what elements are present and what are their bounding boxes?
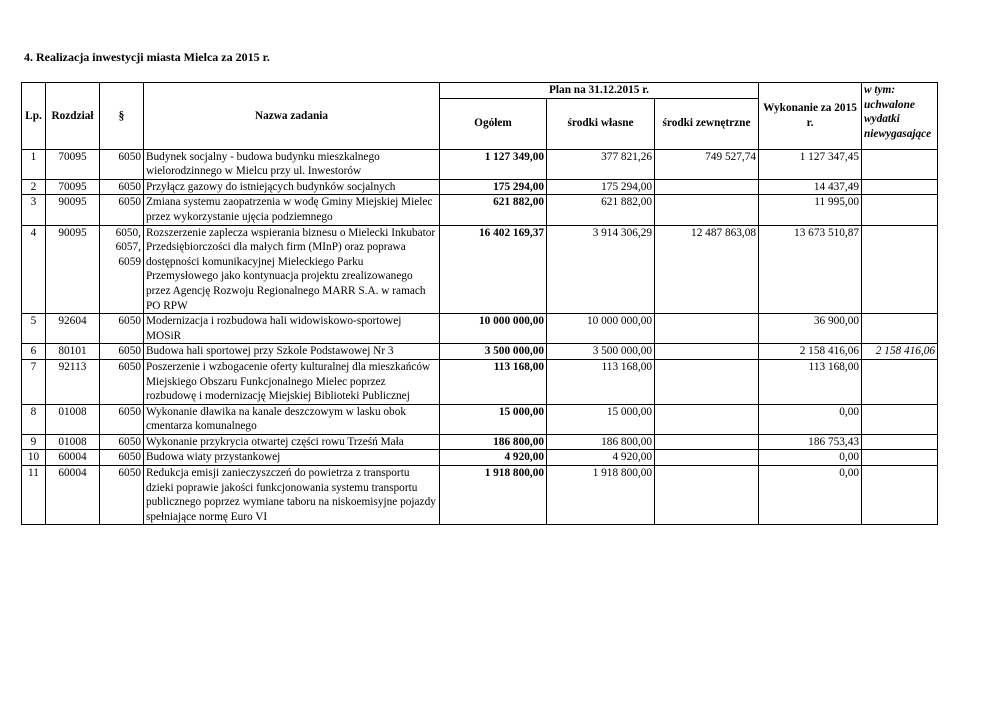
cell-niewygasajace bbox=[862, 179, 938, 195]
cell-wykonanie: 0,00 bbox=[759, 404, 862, 434]
cell-wlasne: 1 918 800,00 bbox=[547, 466, 655, 525]
cell-wlasne: 15 000,00 bbox=[547, 404, 655, 434]
cell-niewygasajace bbox=[862, 149, 938, 179]
cell-paragraf: 6050 bbox=[100, 359, 144, 404]
cell-zewnetrzne: 749 527,74 bbox=[655, 149, 759, 179]
cell-paragraf: 6050 bbox=[100, 149, 144, 179]
cell-paragraf: 6050 bbox=[100, 466, 144, 525]
investments-table bbox=[21, 82, 938, 525]
cell-wlasne: 3 500 000,00 bbox=[547, 344, 655, 360]
cell-ogolem: 186 800,00 bbox=[440, 434, 547, 450]
cell-wykonanie: 36 900,00 bbox=[759, 314, 862, 344]
cell-paragraf: 6050 bbox=[100, 195, 144, 225]
cell-nazwa: Redukcja emisji zanieczyszczeń do powietrza z transportu dzieki poprawie jakości funkcjonowania systemu transportu publicznego poprzez wymiane taboru na niskoemisyjne pojazdy spełniające normę Euro VI bbox=[144, 466, 440, 525]
header-zewnetrzne: środki zewnętrzne bbox=[655, 98, 759, 149]
cell-nazwa: Poszerzenie i wzbogacenie oferty kulturalnej dla mieszkańców Miejskiego Obszaru Funkcjonalnego Mielec poprzez rozbudowę i modernizację Miejskiej Biblioteki Publicznej bbox=[144, 359, 440, 404]
table-row bbox=[22, 359, 938, 404]
cell-ogolem: 621 882,00 bbox=[440, 195, 547, 225]
table-row bbox=[22, 434, 938, 450]
cell-rozdzial: 92604 bbox=[46, 314, 100, 344]
cell-ogolem: 1 918 800,00 bbox=[440, 466, 547, 525]
cell-zewnetrzne bbox=[655, 466, 759, 525]
table-row bbox=[22, 404, 938, 434]
table-body bbox=[22, 149, 938, 525]
cell-paragraf: 6050 bbox=[100, 344, 144, 360]
header-wykonanie: Wykonanie za 2015 r. bbox=[759, 83, 862, 150]
cell-nazwa: Wykonanie przykrycia otwartej części rowu Trześń Mała bbox=[144, 434, 440, 450]
table-row bbox=[22, 466, 938, 525]
cell-rozdzial: 60004 bbox=[46, 450, 100, 466]
cell-zewnetrzne bbox=[655, 314, 759, 344]
cell-paragraf: 6050, 6057, 6059 bbox=[100, 225, 144, 314]
table-row bbox=[22, 225, 938, 314]
cell-nazwa: Budynek socjalny - budowa budynku mieszkalnego wielorodzinnego w Mielcu przy ul. Inwestorów bbox=[144, 149, 440, 179]
cell-lp: 11 bbox=[22, 466, 46, 525]
cell-wlasne: 4 920,00 bbox=[547, 450, 655, 466]
cell-wykonanie: 0,00 bbox=[759, 450, 862, 466]
cell-rozdzial: 70095 bbox=[46, 149, 100, 179]
cell-zewnetrzne bbox=[655, 434, 759, 450]
cell-niewygasajace: 2 158 416,06 bbox=[862, 344, 938, 360]
cell-lp: 8 bbox=[22, 404, 46, 434]
table-row bbox=[22, 179, 938, 195]
page-title: 4. Realizacja inwestycji miasta Mielca za 2015 r. bbox=[24, 50, 270, 64]
cell-paragraf: 6050 bbox=[100, 179, 144, 195]
cell-zewnetrzne bbox=[655, 359, 759, 404]
table-row bbox=[22, 450, 938, 466]
header-ogolem: Ogółem bbox=[440, 98, 547, 149]
cell-lp: 7 bbox=[22, 359, 46, 404]
cell-rozdzial: 90095 bbox=[46, 225, 100, 314]
cell-zewnetrzne: 12 487 863,08 bbox=[655, 225, 759, 314]
cell-nazwa: Budowa wiaty przystankowej bbox=[144, 450, 440, 466]
cell-wlasne: 113 168,00 bbox=[547, 359, 655, 404]
cell-lp: 1 bbox=[22, 149, 46, 179]
table-row bbox=[22, 344, 938, 360]
cell-niewygasajace bbox=[862, 450, 938, 466]
cell-ogolem: 15 000,00 bbox=[440, 404, 547, 434]
cell-rozdzial: 01008 bbox=[46, 434, 100, 450]
cell-rozdzial: 70095 bbox=[46, 179, 100, 195]
header-w-tym-label: w tym: bbox=[864, 84, 896, 96]
cell-zewnetrzne bbox=[655, 179, 759, 195]
cell-ogolem: 16 402 169,37 bbox=[440, 225, 547, 314]
cell-nazwa: Wykonanie dławika na kanale deszczowym w lasku obok cmentarza komunalnego bbox=[144, 404, 440, 434]
cell-paragraf: 6050 bbox=[100, 434, 144, 450]
header-plan: Plan na 31.12.2015 r. bbox=[440, 83, 759, 99]
cell-lp: 4 bbox=[22, 225, 46, 314]
cell-zewnetrzne bbox=[655, 450, 759, 466]
cell-ogolem: 10 000 000,00 bbox=[440, 314, 547, 344]
table-row bbox=[22, 195, 938, 225]
cell-zewnetrzne bbox=[655, 344, 759, 360]
cell-ogolem: 175 294,00 bbox=[440, 179, 547, 195]
cell-wykonanie: 14 437,49 bbox=[759, 179, 862, 195]
cell-niewygasajace bbox=[862, 195, 938, 225]
table-row bbox=[22, 149, 938, 179]
cell-lp: 9 bbox=[22, 434, 46, 450]
cell-paragraf: 6050 bbox=[100, 314, 144, 344]
cell-niewygasajace bbox=[862, 434, 938, 450]
cell-nazwa: Przyłącz gazowy do istniejących budynków socjalnych bbox=[144, 179, 440, 195]
cell-wykonanie: 113 168,00 bbox=[759, 359, 862, 404]
cell-nazwa: Zmiana systemu zaopatrzenia w wodę Gminy Miejskiej Mielec przez wykorzystanie ujęcia podziemnego bbox=[144, 195, 440, 225]
cell-wykonanie: 1 127 347,45 bbox=[759, 149, 862, 179]
cell-ogolem: 4 920,00 bbox=[440, 450, 547, 466]
cell-wlasne: 621 882,00 bbox=[547, 195, 655, 225]
header-w-tym bbox=[862, 83, 938, 150]
cell-wlasne: 3 914 306,29 bbox=[547, 225, 655, 314]
cell-rozdzial: 90095 bbox=[46, 195, 100, 225]
cell-lp: 2 bbox=[22, 179, 46, 195]
cell-ogolem: 3 500 000,00 bbox=[440, 344, 547, 360]
header-lp: Lp. bbox=[22, 83, 46, 150]
cell-wlasne: 10 000 000,00 bbox=[547, 314, 655, 344]
header-nazwa: Nazwa zadania bbox=[144, 83, 440, 150]
cell-ogolem: 1 127 349,00 bbox=[440, 149, 547, 179]
cell-wlasne: 175 294,00 bbox=[547, 179, 655, 195]
cell-nazwa: Modernizacja i rozbudowa hali widowiskowo-sportowej MOSiR bbox=[144, 314, 440, 344]
cell-rozdzial: 01008 bbox=[46, 404, 100, 434]
cell-niewygasajace bbox=[862, 225, 938, 314]
cell-wykonanie: 11 995,00 bbox=[759, 195, 862, 225]
cell-wykonanie: 0,00 bbox=[759, 466, 862, 525]
cell-lp: 6 bbox=[22, 344, 46, 360]
cell-niewygasajace bbox=[862, 466, 938, 525]
cell-nazwa: Rozszerzenie zaplecza wspierania biznesu o Mieleck​i Inkubator Przedsiębiorczości dla małych firm (MInP) oraz poprawa dostępności komunikacyjnej Mieleckiego Parku Przemysłowego jako kontynuacja projektu zrealizowanego przez Agencję Rozwoju Regionalnego MARR S.A. w ramach PO RPW bbox=[144, 225, 440, 314]
cell-rozdzial: 80101 bbox=[46, 344, 100, 360]
cell-rozdzial: 60004 bbox=[46, 466, 100, 525]
cell-nazwa: Budowa hali sportowej przy Szkole Podstawowej Nr 3 bbox=[144, 344, 440, 360]
table-row bbox=[22, 314, 938, 344]
cell-zewnetrzne bbox=[655, 404, 759, 434]
cell-zewnetrzne bbox=[655, 195, 759, 225]
cell-wykonanie: 186 753,43 bbox=[759, 434, 862, 450]
cell-ogolem: 113 168,00 bbox=[440, 359, 547, 404]
cell-niewygasajace bbox=[862, 404, 938, 434]
cell-lp: 3 bbox=[22, 195, 46, 225]
header-uchwalone: uchwalone wydatki niewygasające bbox=[864, 98, 932, 140]
cell-wlasne: 377 821,26 bbox=[547, 149, 655, 179]
cell-paragraf: 6050 bbox=[100, 450, 144, 466]
cell-rozdzial: 92113 bbox=[46, 359, 100, 404]
cell-lp: 10 bbox=[22, 450, 46, 466]
cell-lp: 5 bbox=[22, 314, 46, 344]
cell-niewygasajace bbox=[862, 314, 938, 344]
cell-wykonanie: 13 673 510,87 bbox=[759, 225, 862, 314]
cell-wlasne: 186 800,00 bbox=[547, 434, 655, 450]
header-rozdzial: Rozdział bbox=[46, 83, 100, 150]
cell-niewygasajace bbox=[862, 359, 938, 404]
header-wlasne: środki własne bbox=[547, 98, 655, 149]
header-paragraf: § bbox=[100, 83, 144, 150]
cell-paragraf: 6050 bbox=[100, 404, 144, 434]
cell-wykonanie: 2 158 416,06 bbox=[759, 344, 862, 360]
